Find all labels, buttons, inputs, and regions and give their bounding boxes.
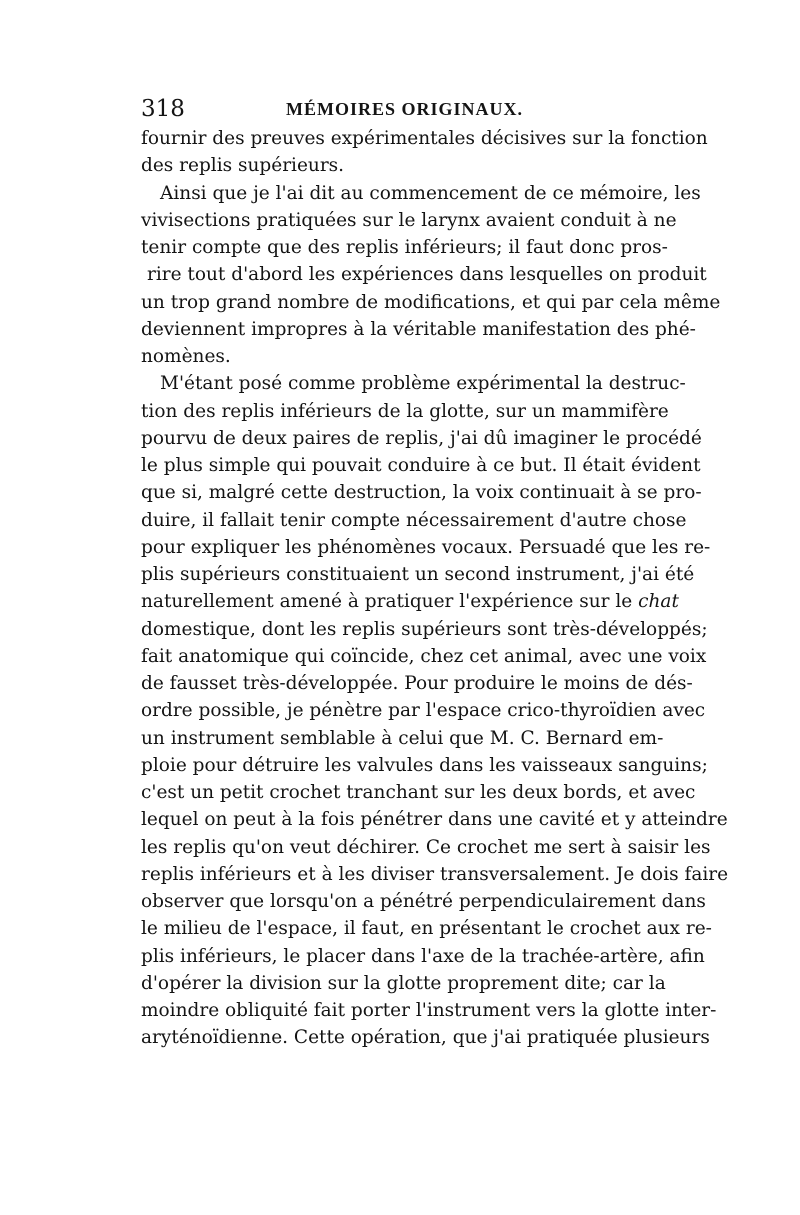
page-header (141, 92, 659, 126)
text-line: duire, il fallait tenir compte nécessairement d'autre chose (141, 509, 687, 531)
text-line-with-italic (141, 588, 679, 615)
text-line: domestique, dont les replis supérieurs sont très-développés; (141, 618, 708, 640)
text-line: M'étant posé comme problème expérimental la destruc- (160, 373, 686, 395)
text-line: tion des replis inférieurs de la glotte, sur un mammifère (141, 400, 669, 422)
text-line-segment: naturellement amené à pratiquer l'expérience sur le (141, 591, 633, 613)
body-text (141, 125, 729, 1052)
text-line: un trop grand nombre de modifications, et qui par cela même (141, 291, 721, 313)
text-line: c'est un petit crochet tranchant sur les deux bords, et avec (141, 782, 696, 803)
text-line: vivisections pratiquées sur le larynx avaient conduit à ne (141, 209, 677, 231)
text-line: des replis supérieurs. (141, 155, 345, 177)
text-line: plis inférieurs, le placer dans l'axe de la trachée-artère, afin (141, 945, 705, 967)
page-number: 318 (141, 96, 185, 122)
text-line: d'opérer la division sur la glotte proprement dite; car la (141, 972, 666, 994)
text-line: pourvu de deux paires de replis, j'ai dû imaginer le procédé (141, 427, 702, 449)
text-line: lequel on peut à la fois pénétrer dans une cavité et y atteindre (141, 809, 728, 831)
text-line: aryténoïdienne. Cette opération, que j'ai pratiquée plusieurs (141, 1027, 710, 1049)
text-line: que si, malgré cette destruction, la voix continuait à se pro- (141, 482, 702, 504)
text-line: ordre possible, je pénètre par l'espace crico-thyroïdien avec (141, 700, 706, 722)
text-line: le milieu de l'espace, il faut, en présentant le crochet aux re- (141, 918, 712, 940)
text-line: observer que lorsqu'on a pénétré perpendiculairement dans (141, 891, 706, 912)
text-line: deviennent impropres à la véritable manifestation des phé- (141, 318, 696, 340)
text-line: fournir des preuves expérimentales décisives sur la fonction (141, 128, 708, 149)
text-line: Ainsi que je l'ai dit au commencement de ce mémoire, les (160, 182, 701, 204)
text-line: moindre obliquité fait porter l'instrument vers la glotte inter- (141, 1000, 717, 1021)
text-line: ploie pour détruire les valvules dans les vaisseaux sanguins; (141, 754, 708, 776)
text-line: rire tout d'abord les expériences dans lesquelles on produit (147, 264, 707, 286)
text-line: un instrument semblable à celui que M. C. Bernard em- (141, 727, 664, 749)
text-line: pour expliquer les phénomènes vocaux. Persuadé que les re- (141, 536, 711, 558)
text-line: les replis qu'on veut déchirer. Ce crochet me sert à saisir les (141, 836, 711, 858)
text-line: plis supérieurs constituaient un second instrument, j'ai été (141, 564, 695, 585)
running-head: MÉMOIRES ORIGINAUX. (286, 99, 524, 119)
text-line: le plus simple qui pouvait conduire à ce but. Il était évident (141, 455, 701, 476)
text-line: nomènes. (141, 346, 231, 367)
text-line: replis inférieurs et à les diviser transversalement. Je dois faire (141, 863, 729, 885)
text-line: tenir compte que des replis inférieurs; il faut donc pros- (141, 237, 668, 258)
text-line: fait anatomique qui coïncide, chez cet animal, avec une voix (141, 645, 707, 667)
italic-word: chat (638, 591, 679, 613)
text-line: de fausset très-développée. Pour produire le moins de dés- (141, 673, 693, 694)
